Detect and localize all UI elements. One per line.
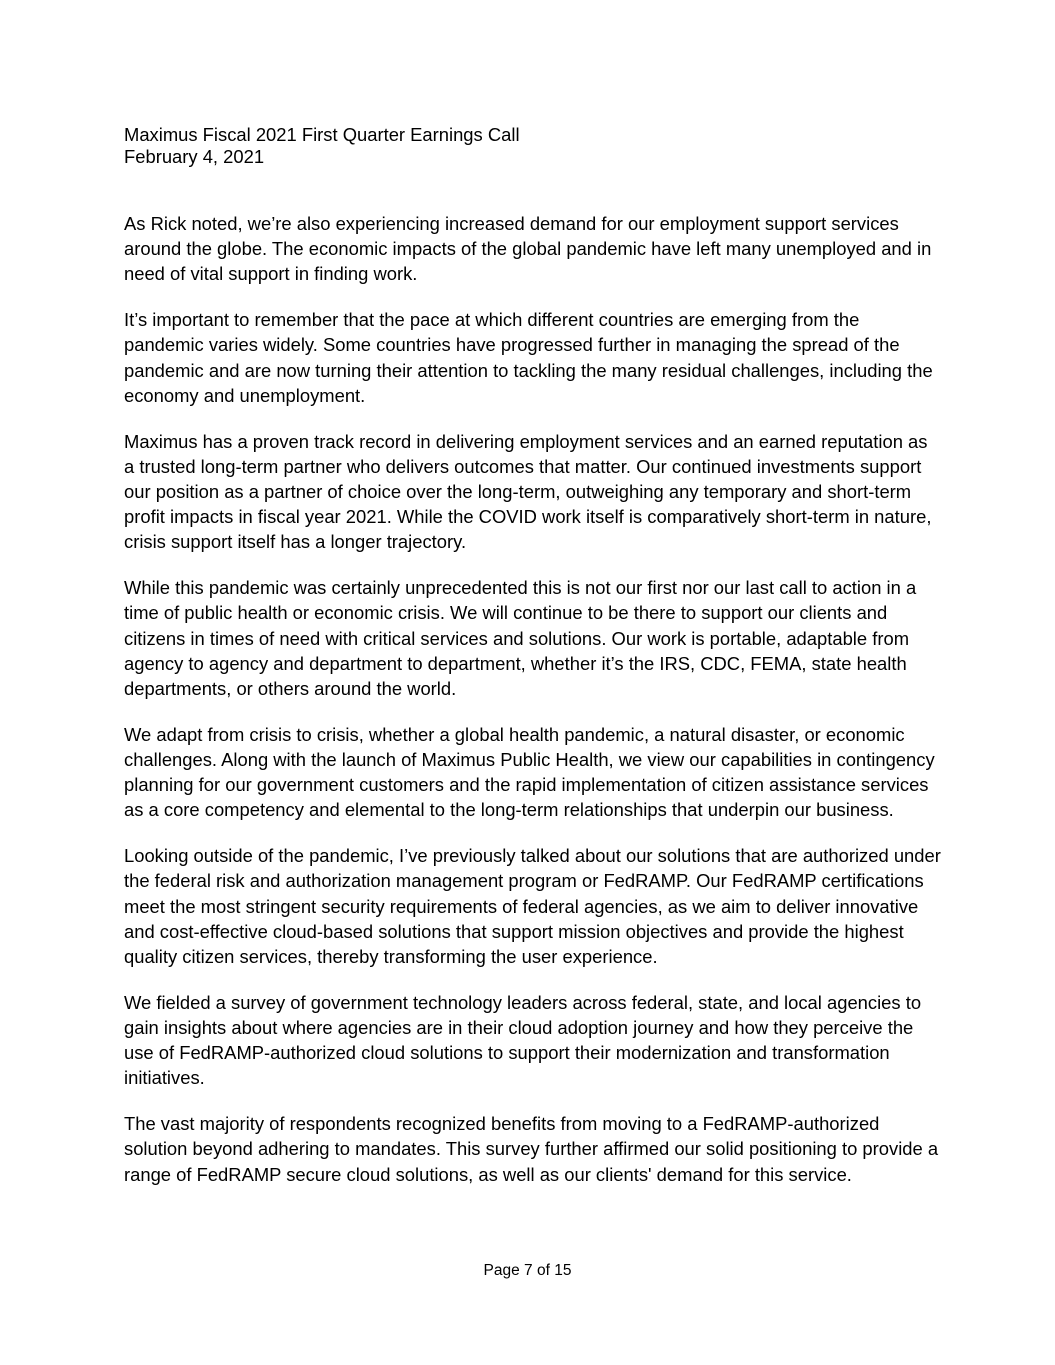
page-number: Page 7 of 15 (483, 1262, 572, 1279)
body-paragraph: While this pandemic was certainly unprecedented this is not our first nor our last call to action in a time of public health or economic crisis. We will continue to be there to support our clients and citizens in times of need with critical services and solutions. Our work is portable, adaptable from agency to agency and department to department, whether it’s the IRS, CDC, FEMA, state health departments, or others around the world. (124, 577, 917, 700)
body-paragraph: The vast majority of respondents recognized benefits from moving to a FedRAMP-authorized solution beyond adhering to mandates. This survey further affirmed our solid positioning to provide a range of FedRAMP secure cloud solutions, as well as our clients' demand for this service. (124, 1113, 939, 1185)
body-paragraph: As Rick noted, we’re also experiencing increased demand for our employment support services around the globe. The economic impacts of the global pandemic have left many unemployed and in need of vital support in finding work. (124, 213, 932, 285)
document-date: February 4, 2021 (124, 146, 265, 167)
document-body (124, 211, 942, 1207)
body-paragraph: Maximus has a proven track record in delivering employment services and an earned reputation as a trusted long-term partner who delivers outcomes that matter. Our continued investments support our position as a partner of choice over the long-term, outweighing any temporary and short-term profit impacts in fiscal year 2021. While the COVID work itself is comparatively short-term in nature, crisis support itself has a longer trajectory. (124, 430, 932, 553)
body-paragraph: Looking outside of the pandemic, I’ve previously talked about our solutions that are authorized under the federal risk and authorization management program or FedRAMP. Our FedRAMP certifications meet the most stringent security requirements of federal agencies, as we aim to deliver innovative and cost-effective cloud-based solutions that support mission objectives and provide the highest quality citizen services, thereby transforming the user experience. (124, 845, 941, 968)
body-paragraph: We fielded a survey of government technology leaders across federal, state, and local agencies to gain insights about where agencies are in their cloud adoption journey and how they perceive the use of FedRAMP-authorized cloud solutions to support their modernization and transformation initiatives. (124, 991, 922, 1089)
document-header (124, 124, 944, 168)
body-paragraph: We adapt from crisis to crisis, whether a global health pandemic, a natural disaster, or economic challenges. Along with the launch of Maximus Public Health, we view our capabilities in contingency planning for our government customers and the rapid implementation of citizen assistance services as a core competency and elemental to the long-term relationships that underpin our business. (124, 723, 935, 821)
document-title: Maximus Fiscal 2021 First Quarter Earnings Call (124, 124, 520, 145)
body-paragraph: It’s important to remember that the pace at which different countries are emerging from the pandemic varies widely. Some countries have progressed further in managing the spread of the pandemic and are now turning their attention to tackling the many residual challenges, including the economy and unemployment. (124, 309, 933, 406)
